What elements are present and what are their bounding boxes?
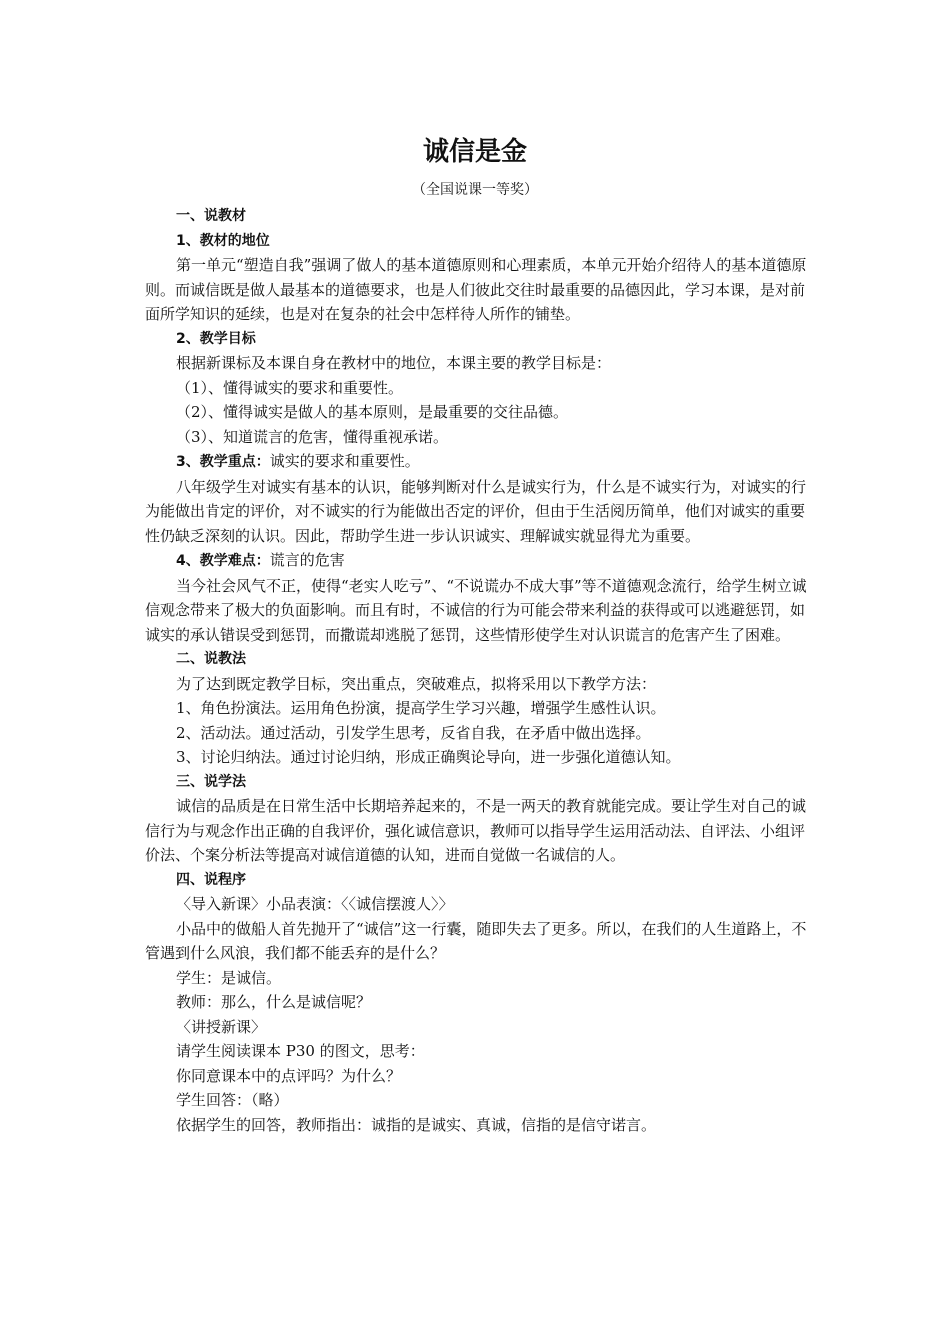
- key-point-value: 诚实的要求和重要性。: [269, 452, 420, 470]
- document-body: [145, 204, 810, 1137]
- procedure-line: 你同意课本中的点评吗？为什么？: [176, 1066, 402, 1085]
- page-title: 诚信是金: [422, 137, 527, 167]
- difficulty-line: [145, 548, 810, 574]
- paragraph: 当今社会风气不正，使得“老实人吃亏”、“不说谎办不成大事”等不道德观念流行，给学生树立诚信观念带来了极大的负面影响。而且有时，不诚信的行为可能会带来利益的获得或可以逃避惩罚，如诚实的承认错误受到惩罚，而撒谎却逃脱了惩罚，这些情形使学生对认识谎言的危害产生了困难。: [145, 576, 807, 644]
- method-item: 3、讨论归纳法。通过讨论归纳，形成正确舆论导向，进一步强化道德认知。: [176, 748, 681, 766]
- difficulty-label: 4、教学难点：: [176, 553, 270, 569]
- section-heading: 三、说学法: [176, 773, 246, 790]
- paragraph: 第一单元“塑造自我”强调了做人的基本道德原则和心理素质，本单元开始介绍待人的基本道德原则。而诚信既是做人最基本的道德要求，也是人们彼此交往时最重要的品德因此，学习本课，是对前面所学知识的延续，也是对在复杂的社会中怎样待人所作的铺垫。: [145, 256, 807, 323]
- section-heading: 一、说教材: [176, 208, 246, 224]
- section-heading: 四、说程序: [176, 871, 246, 888]
- difficulty-value: 谎言的危害: [269, 551, 345, 569]
- method-item: 1、角色扮演法。运用角色扮演，提高学生学习兴趣，增强学生感性认识。: [176, 699, 666, 717]
- procedure-line: 教师：那么，什么是诚信呢？: [176, 993, 372, 1011]
- method-item: 2、活动法。通过活动，引发学生思考，反省自我，在矛盾中做出选择。: [176, 723, 651, 742]
- procedure-line: 小品中的做船人首先抛开了“诚信”这一行囊，随即失去了更多。所以，在我们的人生道路上，不管遇到什么风浪，我们都不能丢弃的是什么？: [145, 919, 807, 962]
- procedure-line: 〈导入新课〉小品表演：〈〈诚信摆渡人〉〉: [176, 895, 454, 913]
- procedure-line: 学生：是诚信。: [176, 968, 282, 987]
- paragraph: 为了达到既定教学目标，突出重点，突破难点，拟将采用以下教学方法：: [176, 674, 657, 693]
- goal-item: （1）、懂得诚实的要求和重要性。: [176, 378, 404, 397]
- goal-item: （2）、懂得诚实是做人的基本原则，是最重要的交往品德。: [176, 403, 569, 421]
- procedure-line: 请学生阅读课本 P30 的图文，思考：: [176, 1042, 425, 1060]
- procedure-line: 〈讲授新课〉: [176, 1017, 267, 1036]
- paragraph: 根据新课标及本课自身在教材中的地位，本课主要的教学目标是：: [176, 354, 612, 372]
- subsection-heading: 1、教材的地位: [176, 232, 270, 249]
- key-point-line: [145, 449, 810, 475]
- procedure-line: 依据学生的回答，教师指出：诚指的是诚实、真诚，信指的是信守诺言。: [176, 1115, 657, 1134]
- section-heading: 二、说教法: [176, 651, 246, 667]
- goal-item: （3）、知道谎言的危害，懂得重视承诺。: [176, 427, 449, 446]
- subsection-heading: 2、教学目标: [176, 330, 256, 347]
- procedure-line: 学生回答：（略）: [176, 1091, 289, 1109]
- paragraph: 八年级学生对诚实有基本的认识，能够判断对什么是诚实行为，什么是不诚实行为，对诚实的行为能做出肯定的评价，对不诚实的行为能做出否定的评价，但由于生活阅历简单，他们对诚实的重要性仍缺乏深刻的认识。因此，帮助学生进一步认识诚实、理解诚实就显得尤为重要。: [145, 477, 807, 545]
- page-subtitle: （全国说课一等奖）: [412, 182, 538, 198]
- key-point-label: 3、教学重点：: [176, 454, 270, 470]
- paragraph: 诚信的品质是在日常生活中长期培养起来的，不是一两天的教育就能完成。要让学生对自己的诚信行为与观念作出正确的自我评价，强化诚信意识，教师可以指导学生运用活动法、自评法、小组评价法、个案分析法等提高对诚信道德的认知，进而自觉做一名诚信的人。: [145, 797, 807, 864]
